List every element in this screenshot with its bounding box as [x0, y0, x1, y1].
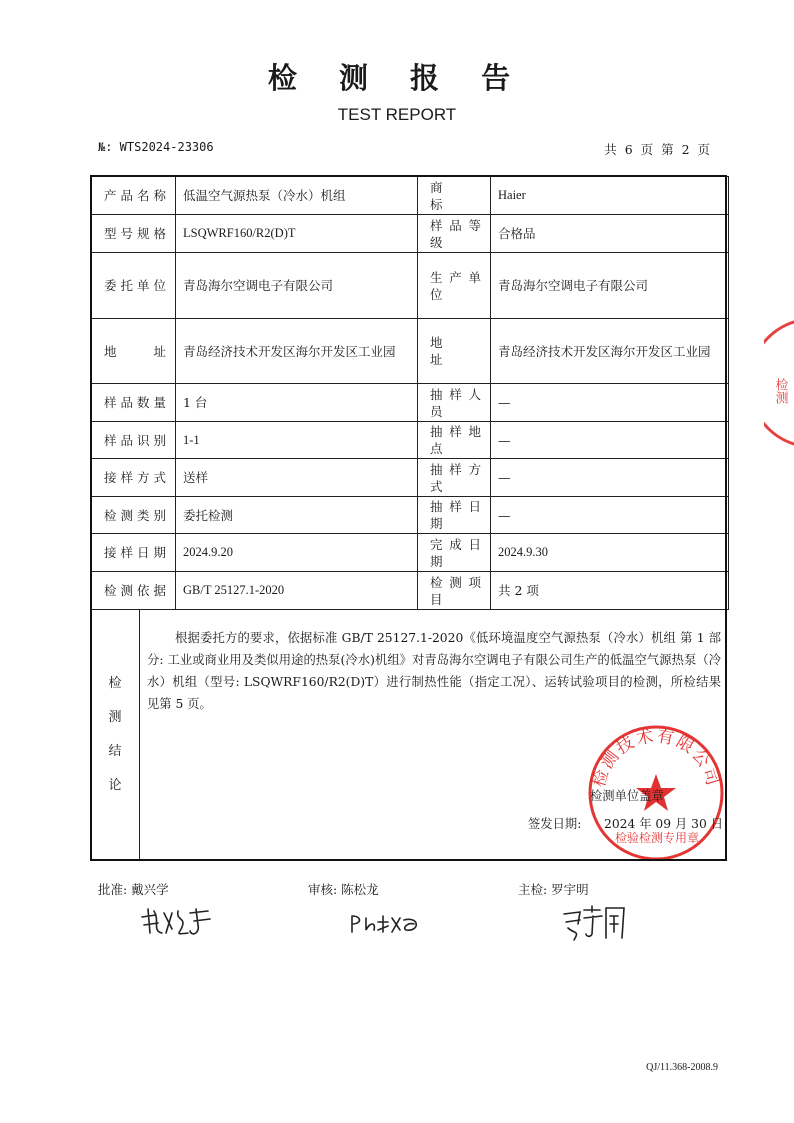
- table-row: [92, 384, 729, 422]
- conclusion-label-char: 测: [108, 710, 122, 725]
- sampler-label: 抽样人员: [418, 384, 491, 422]
- receive-method-label: 接样方式: [92, 459, 176, 497]
- trademark-label: 商 标: [418, 177, 491, 215]
- sampling-place-value: —: [491, 422, 729, 459]
- quantity-label: 样品数量: [92, 384, 176, 422]
- side-seal-text: 检测: [772, 378, 788, 404]
- manufacturer-label: 生产单位: [418, 253, 491, 319]
- table-row: [92, 215, 729, 253]
- reviewer: 审核: 陈松龙: [308, 882, 379, 897]
- footer-code: QJ/11.368-2008.9: [646, 1062, 718, 1073]
- test-category-value: 委托检测: [176, 497, 418, 534]
- signature-approver-icon: [138, 903, 216, 939]
- table-row: [92, 253, 729, 319]
- product-name-value: 低温空气源热泵（冷水）机组: [176, 177, 418, 215]
- signature-reviewer-icon: [348, 912, 424, 936]
- sampler-value: —: [491, 384, 729, 422]
- report-number: №: WTS2024-23306: [98, 140, 214, 154]
- conclusion-label: [91, 609, 140, 861]
- issue-date-value: 2024 年 09 月 30 日: [604, 817, 724, 831]
- items-label: 检测项目: [418, 572, 491, 610]
- receive-date-value: 2024.9.20: [176, 534, 418, 572]
- table-row: [92, 459, 729, 497]
- table-row: [92, 177, 729, 215]
- inspector: 主检: 罗宇明: [518, 882, 589, 897]
- basis-label: 检测依据: [92, 572, 176, 610]
- stamp-line: 检测单位盖章: [590, 789, 664, 803]
- conclusion-label-char: 结: [108, 744, 122, 759]
- quantity-value: 1 台: [176, 384, 418, 422]
- conclusion-label-char: 检: [108, 676, 122, 691]
- table-row: [92, 497, 729, 534]
- sample-id-label: 样品识别: [92, 422, 176, 459]
- table-row: [92, 319, 729, 384]
- client-address-label: 地 址: [92, 319, 176, 384]
- sampling-method-label: 抽样方式: [418, 459, 491, 497]
- complete-date-value: 2024.9.30: [491, 534, 729, 572]
- seal-arc-text: 检测技术有限公司: [589, 726, 723, 790]
- basis-value: GB/T 25127.1-2020: [176, 572, 418, 610]
- sampling-method-value: —: [491, 459, 729, 497]
- conclusion-text: 根据委托方的要求，依据标准 GB/T 25127.1-2020《低环境温度空气源热泵（冷水）机组 第 1 部分: 工业或商业用及类似用途的热泵(冷水)机组》对青岛海尔空调电子有限公司生产的低温空气源热泵（冷水）机组（型号: LSQWRF160/R2(D)T）进行制热性能（指定工况）、运转试验项目的检测，所检结果见第 5 页。: [147, 631, 721, 711]
- report-subtitle: TEST REPORT: [337, 105, 457, 124]
- report-title: 检 测 报 告: [267, 61, 527, 95]
- model-value: LSQWRF160/R2(D)T: [176, 215, 418, 253]
- table-row: [92, 422, 729, 459]
- issue-date-label: 签发日期:: [528, 817, 582, 831]
- page-count: 共 6 页 第 2 页: [604, 142, 712, 157]
- items-value: 共 2 项: [491, 572, 729, 610]
- info-table: [91, 176, 729, 610]
- model-label: 型号规格: [92, 215, 176, 253]
- sampling-place-label: 抽样地点: [418, 422, 491, 459]
- table-row: [92, 534, 729, 572]
- seal-bottom-text: 检验检测专用章: [614, 831, 700, 845]
- sampling-date-label: 抽样日期: [418, 497, 491, 534]
- manufacturer-address-value: 青岛经济技术开发区海尔开发区工业园: [491, 319, 729, 384]
- table-row: [92, 572, 729, 610]
- manufacturer-address-label: 地 址: [418, 319, 491, 384]
- grade-label: 样品等级: [418, 215, 491, 253]
- side-seal-icon: [764, 318, 794, 448]
- signature-inspector-icon: [560, 904, 630, 942]
- complete-date-label: 完成日期: [418, 534, 491, 572]
- client-value: 青岛海尔空调电子有限公司: [176, 253, 418, 319]
- sample-id-value: 1-1: [176, 422, 418, 459]
- receive-method-value: 送样: [176, 459, 418, 497]
- manufacturer-value: 青岛海尔空调电子有限公司: [491, 253, 729, 319]
- client-address-value: 青岛经济技术开发区海尔开发区工业园: [176, 319, 418, 384]
- approver: 批准: 戴兴学: [98, 882, 169, 897]
- product-name-label: 产品名称: [92, 177, 176, 215]
- client-label: 委托单位: [92, 253, 176, 319]
- trademark-value: Haier: [491, 177, 729, 215]
- conclusion-label-char: 论: [108, 778, 122, 793]
- receive-date-label: 接样日期: [92, 534, 176, 572]
- sampling-date-value: —: [491, 497, 729, 534]
- test-category-label: 检测类别: [92, 497, 176, 534]
- grade-value: 合格品: [491, 215, 729, 253]
